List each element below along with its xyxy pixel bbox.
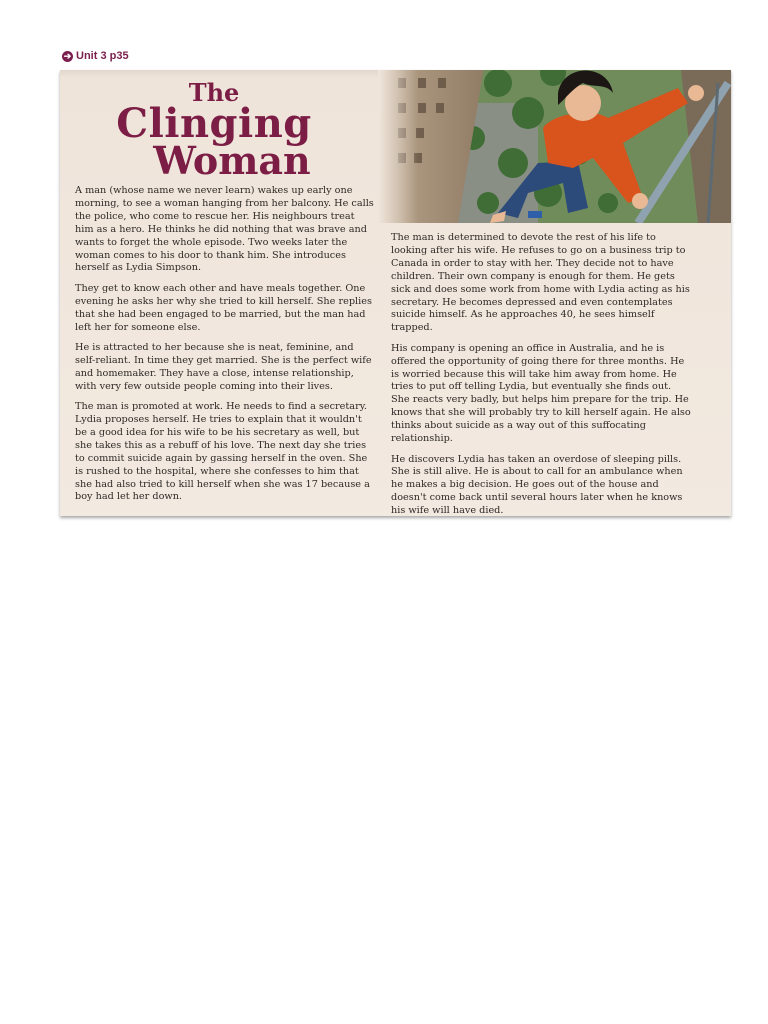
- story-column-right: [391, 232, 691, 516]
- story-paragraph: He discovers Lydia has taken an overdose of sleeping pills. She is still alive. He is about to call for an ambulance when he makes a big decision. He goes out of the house and doesn't come back until several hours later when he knows his wife will have died.: [391, 453, 683, 516]
- title-line-1: The: [188, 78, 240, 107]
- title-line-2: Clinging: [116, 99, 312, 147]
- story-paragraph: They get to know each other and have meals together. One evening he asks her why she tried to kill herself. She replies that she had been engaged to be married, but the man had left her for someone else.: [75, 282, 372, 333]
- left-fade: [378, 70, 418, 223]
- title-line-3: Woman: [153, 137, 311, 183]
- page-title: [104, 78, 324, 183]
- unit-page-reference[interactable]: [62, 50, 129, 62]
- story-paragraph: He is attracted to her because she is neat, feminine, and self-reliant. In time they get married. She is the perfect wife and homemaker. They have a close, intense relationship, with very few outside people coming into their lives.: [75, 341, 372, 392]
- story-paragraph: The man is promoted at work. He needs to find a secretary. Lydia proposes herself. He tries to explain that it wouldn't be a good idea for his wife to be his secretary as well, but she takes this as a rebuff of his love. The next day she tries to commit suicide again by gassing herself in the oven. She is rushed to the hospital, where she confesses to him that she had also tried to kill herself when she was 17 because a boy had let her down.: [75, 401, 370, 503]
- unit-page-label: Unit 3 p35: [76, 50, 129, 62]
- story-paragraph: His company is opening an office in Australia, and he is offered the opportunity of going there for three months. He is worried because this will take him away from home. He tries to put off telling Lydia, but eventually she finds out. She reacts very badly, but helps him prepare for the trip. He knows that she will probably try to kill herself again. He also thinks about suicide as a way out of this suffocating relationship.: [391, 342, 691, 445]
- story-panel: [60, 70, 731, 516]
- woman-hanging-illustration: [378, 70, 731, 223]
- story-paragraph: A man (whose name we never learn) wakes up early one morning, to see a woman hanging from her balcony. He calls the police, who come to rescue her. His neighbours treat him as a hero. He thinks he did nothing that was brave and wants to forget the whole episode. Two weeks later the woman comes to his door to thank him. She introduces herself as Lydia Simpson.: [75, 185, 374, 274]
- arrow-right-icon: ➔: [63, 50, 72, 61]
- story-paragraph: The man is determined to devote the rest of his life to looking after his wife. He refuses to go on a business trip to Canada in order to stay with her. They decide not to have children. Their own company is enough for them. He gets sick and does some work from home with Lydia acting as his secretary. He becomes depressed and even contemplates suicide himself. As he approaches 40, he sees himself trapped.: [391, 232, 690, 334]
- story-column-left: [75, 185, 375, 512]
